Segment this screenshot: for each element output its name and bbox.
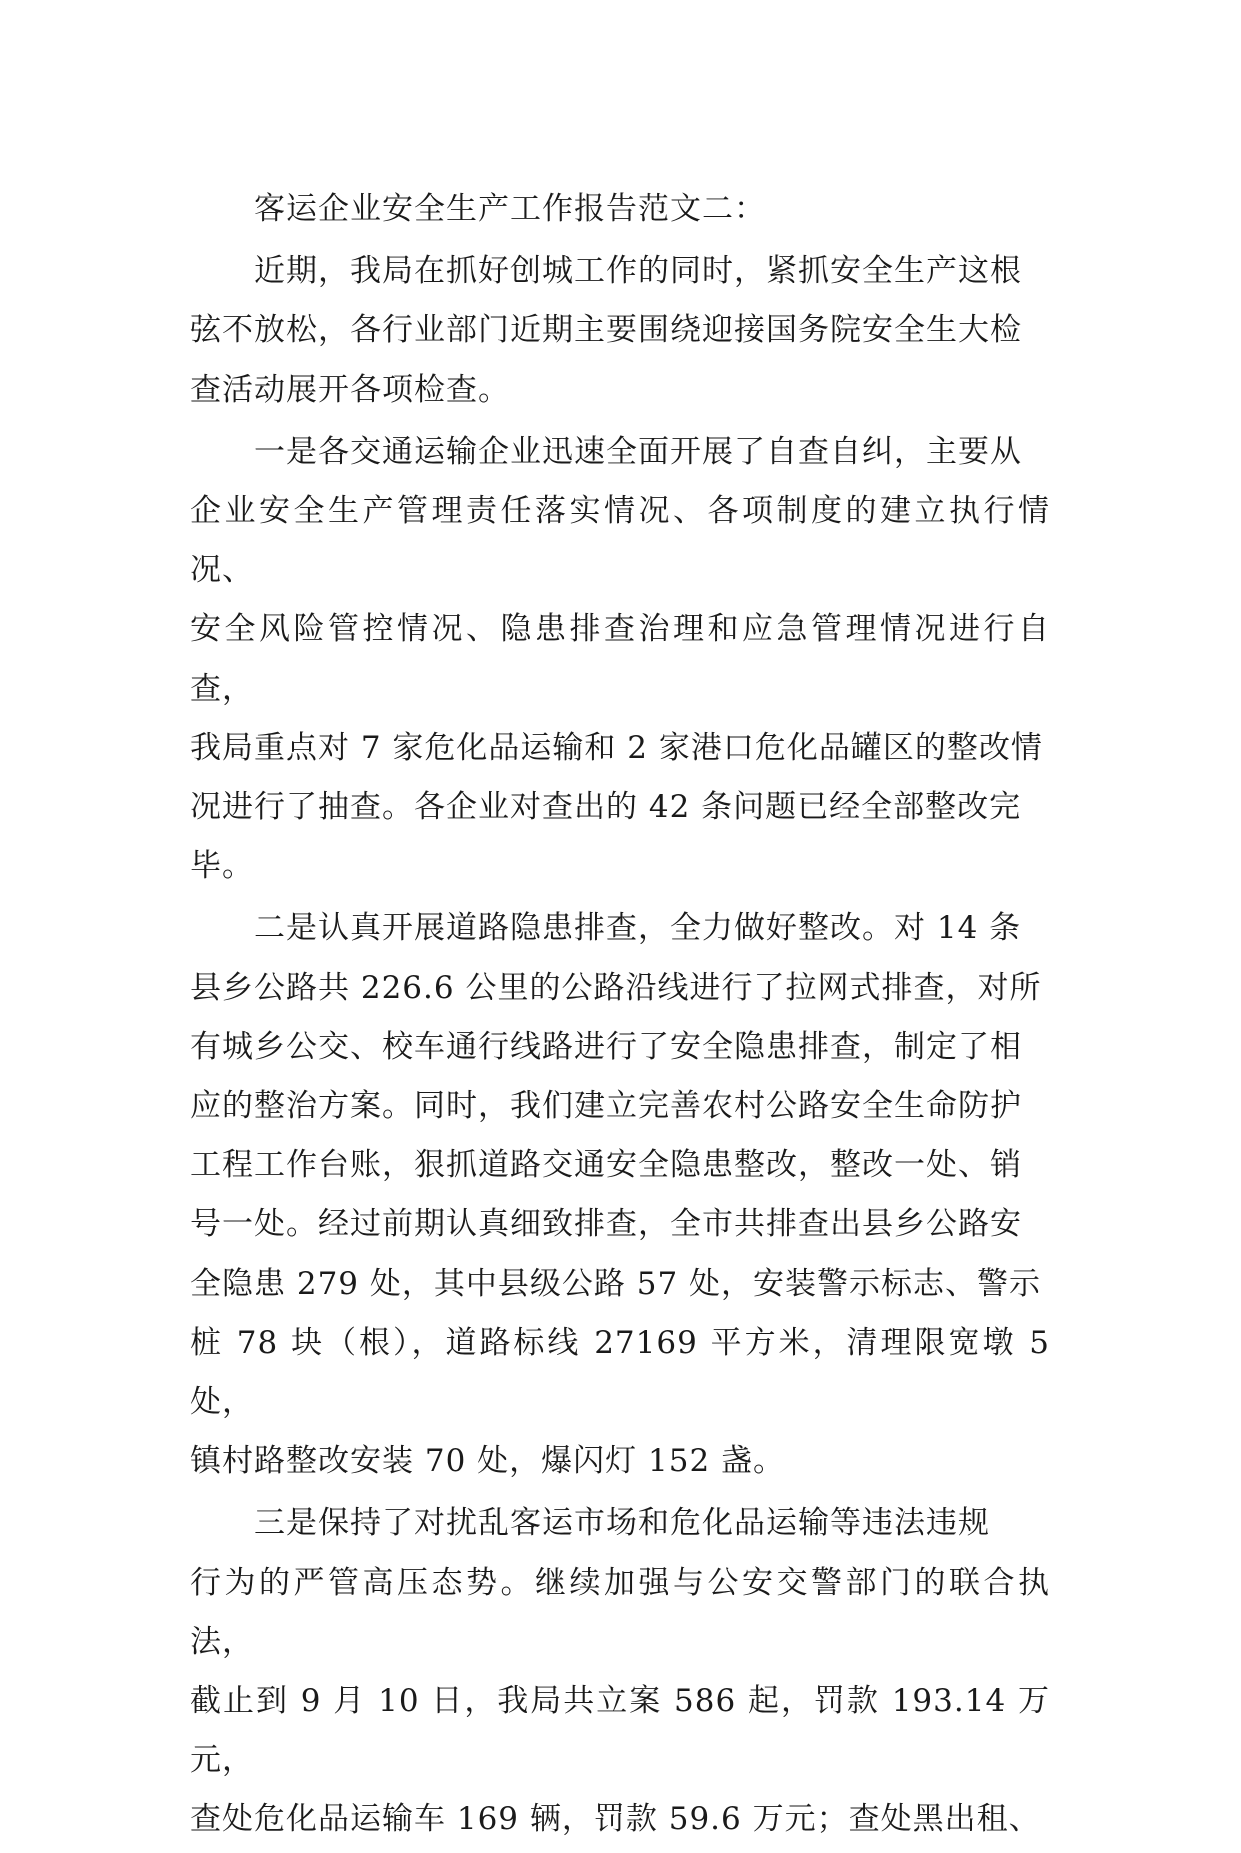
paragraph-line: 镇村路整改安装 70 处，爆闪灯 152 盏。	[190, 1443, 786, 1480]
paragraph-line: 全隐患 279 处，其中县级公路 57 处，安装警示标志、警示	[190, 1265, 1042, 1302]
paragraph-line: 桩 78 块（根），道路标线 27169 平方米，清理限宽墩 5 处，	[190, 1324, 1050, 1421]
paragraph-point-two	[190, 899, 1050, 1491]
paragraph-line: 查活动展开各项检查。	[190, 371, 510, 408]
paragraph-line: 毕。	[190, 848, 254, 885]
document-body	[190, 180, 1050, 1853]
paragraph-line: 号一处。经过前期认真细致排查，全市共排查出县乡公路安	[190, 1206, 1022, 1243]
paragraph-line: 我局重点对 7 家危化品运输和 2 家港口危化品罐区的整改情	[190, 729, 1043, 766]
paragraph-line: 有城乡公交、校车通行线路进行了安全隐患排查，制定了相	[190, 1028, 1022, 1065]
paragraph-line: 行为的严管高压态势。继续加强与公安交警部门的联合执法，	[190, 1564, 1050, 1660]
paragraph-line: 县乡公路共 226.6 公里的公路沿线进行了拉网式排查，对所	[190, 969, 1042, 1006]
paragraph-point-three	[190, 1494, 1050, 1849]
paragraph-line: 三是保持了对扰乱客运市场和危化品运输等违法违规	[254, 1505, 990, 1542]
paragraph-line: 近期，我局在抓好创城工作的同时，紧抓安全生产这根	[254, 253, 1022, 290]
paragraph-line: 弦不放松，各行业部门近期主要围绕迎接国务院安全生大检	[190, 312, 1022, 349]
paragraph-point-one	[190, 423, 1050, 897]
paragraph-line: 二是认真开展道路隐患排查，全力做好整改。对 14 条	[254, 910, 1022, 947]
paragraph-line: 一是各交通运输企业迅速全面开展了自查自纠，主要从	[254, 433, 1022, 470]
heading-text: 客运企业安全生产工作报告范文二：	[254, 191, 766, 227]
paragraph-line: 况进行了抽查。各企业对查出的 42 条问题已经全部整改完	[190, 789, 1022, 826]
document-heading	[190, 180, 1050, 239]
paragraph-line: 截止到 9 月 10 日，我局共立案 586 起，罚款 193.14 万元，	[190, 1683, 1050, 1779]
paragraph-line: 安全风险管控情况、隐患排查治理和应急管理情况进行自查，	[190, 611, 1050, 707]
paragraph-intro	[190, 242, 1050, 420]
paragraph-line: 应的整治方案。同时，我们建立完善农村公路安全生命防护	[190, 1088, 1022, 1125]
paragraph-line: 工程工作台账，狠抓道路交通安全隐患整改，整改一处、销	[190, 1147, 1022, 1184]
paragraph-line: 查处危化品运输车 169 辆，罚款 59.6 万元；查处黑出租、	[190, 1801, 1041, 1838]
paragraph-line: 企业安全生产管理责任落实情况、各项制度的建立执行情况、	[190, 493, 1050, 589]
